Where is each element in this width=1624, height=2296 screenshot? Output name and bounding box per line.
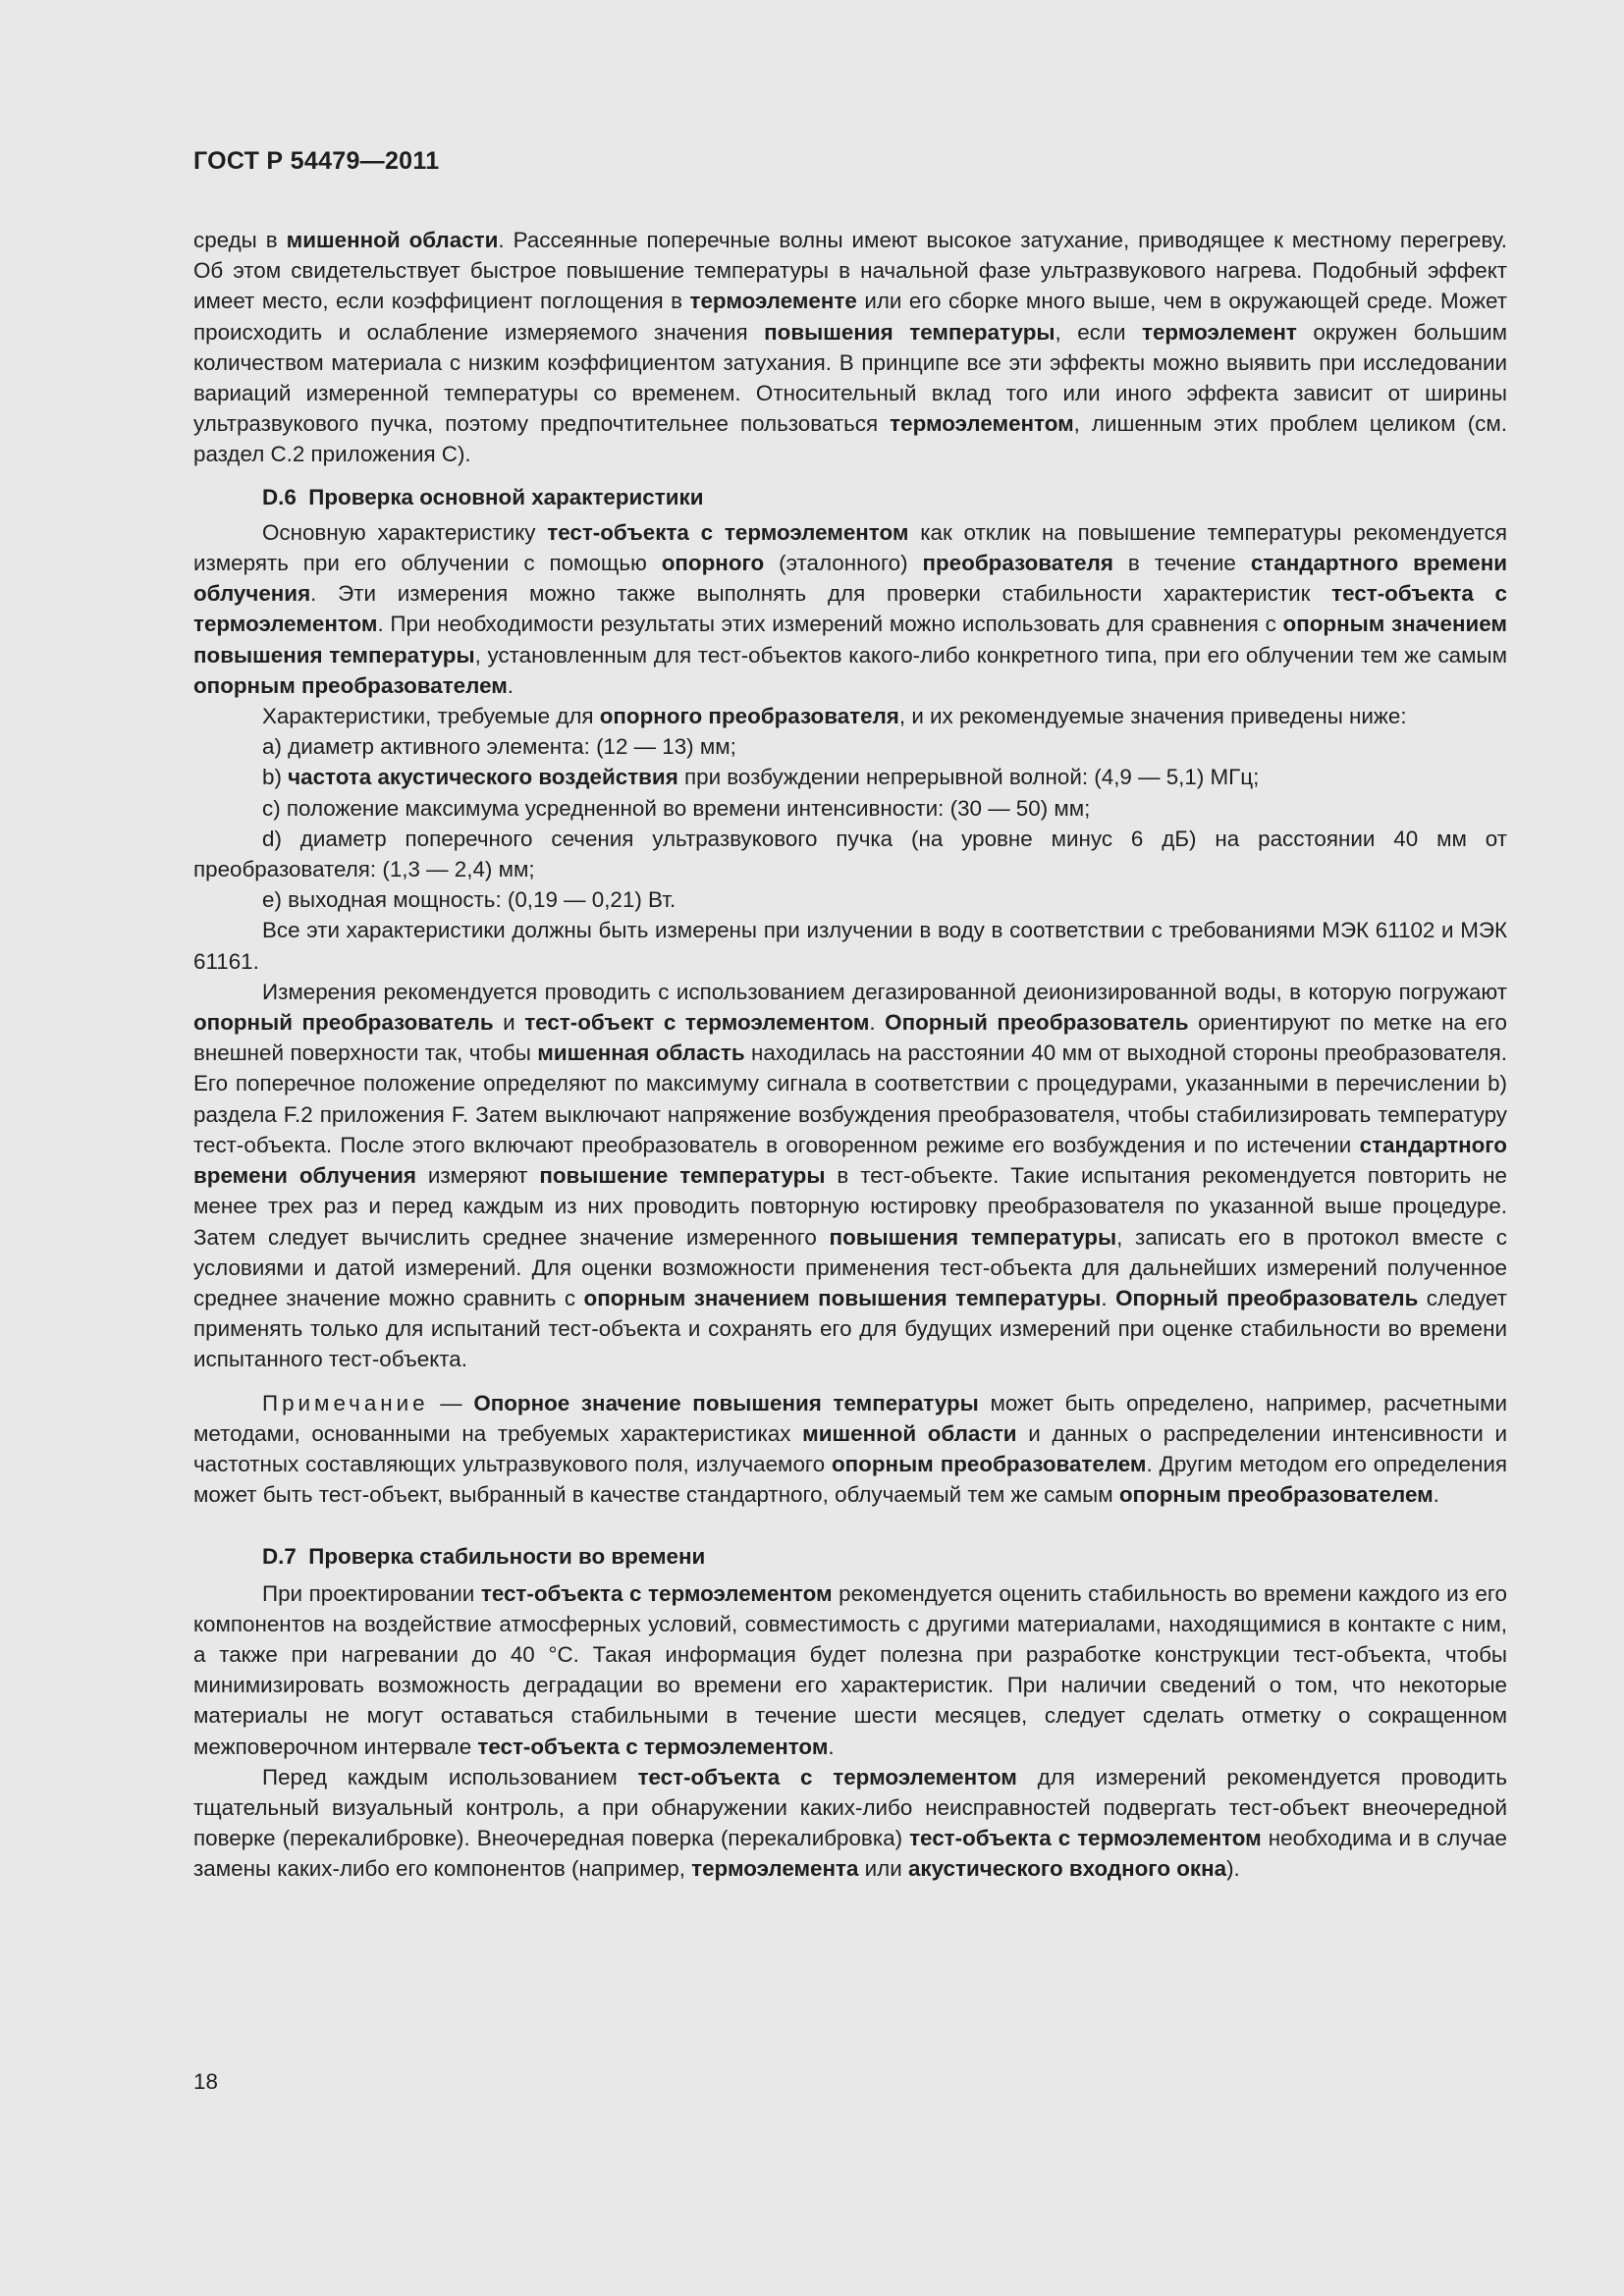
section-heading: D.6 Проверка основной характеристики [262, 484, 704, 509]
paragraph: Основную характеристику тест-объекта с термоэлементом как отклик на повышение температуры рекомендуется измерять при его облучении с помощью опорного (эталонного) преобразователя в течение стандартного времени облучения. Эти измерения можно также выполнять для проверки стабильности характеристик тест-объекта с термоэлементом. При необходимости результаты этих измерений можно использовать для сравнения с опорным значением повышения температуры, установленным для тест-объектов какого-либо конкретного типа, при его облучении тем же самым опорным преобразователем. [193, 519, 1507, 698]
document-header: ГОСТ Р 54479—2011 [193, 147, 440, 175]
page-number: 18 [193, 2069, 218, 2094]
paragraph: Все эти характеристики должны быть измерены при излучении в воду в соответствии с требованиями МЭК 61102 и МЭК 61161. [193, 918, 1507, 974]
section-heading: D.7 Проверка стабильности во времени [262, 1544, 706, 1570]
paragraph: Характеристики, требуемые для опорного преобразователя, и их рекомендуемые значения приведены ниже: [262, 704, 1407, 729]
paragraph: b) частота акустического воздействия при возбуждении непрерывной волной: (4,9 — 5,1) МГц; [262, 765, 1260, 790]
paragraph: e) выходная мощность: (0,19 — 0,21) Вт. [262, 887, 677, 913]
paragraph: Измерения рекомендуется проводить с использованием дегазированной деионизированной воды, в которую погружают опорный преобразователь и тест-объект с термоэлементом. Опорный преобразователь ориентируют по метке на его внешней поверхности так, чтобы мишенная область находилась на расстоянии 40 мм от выходной стороны преобразователя. Его поперечное положение определяют по максимуму сигнала в соответствии с процедурами, указанными в перечислении b) раздела F.2 приложения F. Затем выключают напряжение возбуждения преобразователя, чтобы стабилизировать температуру тест-объекта. После этого включают преобразователь в оговоренном режиме его возбуждения и по истечении стандартного времени облучения измеряют повышение температуры в тест-объекте. Такие испытания рекомендуется повторить не менее трех раз и перед каждым из них проводить повторную юстировку преобразователя по указанной выше процедуре. Затем следует вычислить среднее значение измеренного повышения температуры, записать его в протокол вместе с условиями и датой измерений. Для оценки возможности применения тест-объекта для дальнейших измерений полученное среднее значение можно сравнить с опорным значением повышения температуры. Опорный преобразователь следует применять только для испытаний тест-объекта и сохранять его для будущих измерений при оценке стабильности во времени испытанного тест-объекта. [193, 979, 1507, 1372]
paragraph: При проектировании тест-объекта с термоэлементом рекомендуется оценить стабильность во времени каждого из его компонентов на воздействие атмосферных условий, совместимость с другими материалами, находящимися в контакте с ним, а также при нагревании до 40 °С. Такая информация будет полезна при разработке конструкции тест-объекта, чтобы минимизировать возможность деградации во времени его характеристик. При наличии сведений о том, что некоторые материалы не могут оставаться стабильными в течение шести месяцев, следует сделать отметку о сокращенном межповерочном интервале тест-объекта с термоэлементом. [193, 1580, 1507, 1759]
paragraph: c) положение максимума усредненной во времени интенсивности: (30 — 50) мм; [262, 795, 1091, 821]
paragraph: Перед каждым использованием тест-объекта с термоэлементом для измерений рекомендуется проводить тщательный визуальный контроль, а при обнаружении каких-либо неисправностей подвергать тест-объект внеочередной поверке (перекалибровке). Внеочередная поверка (перекалибровка) тест-объекта с термоэлементом необходима и в случае замены каких-либо его компонентов (например, термоэлемента или акустического входного окна). [193, 1764, 1507, 1882]
paragraph: a) диаметр активного элемента: (12 — 13) мм; [262, 734, 736, 760]
paragraph: среды в мишенной области. Рассеянные поперечные волны имеют высокое затухание, приводящее к местному перегреву. Об этом свидетельствует быстрое повышение температуры в начальной фазе ультразвукового нагрева. Подобный эффект имеет место, если коэффициент поглощения в термоэлементе или его сборке много выше, чем в окружающей среде. Может происходить и ослабление измеряемого значения повышения температуры, если термоэлемент окружен большим количеством материала с низким коэффициентом затухания. В принципе все эти эффекты можно выявить при исследовании вариаций измеренной температуры со временем. Относительный вклад того или иного эффекта зависит от ширины ультразвукового пучка, поэтому предпочтительнее пользоваться термоэлементом, лишенным этих проблем целиком (см. раздел С.2 приложения С). [193, 228, 1508, 467]
paragraph: Примечание — Опорное значение повышения температуры может быть определено, например, расчетными методами, основанными на требуемых характеристиках мишенной области и данных о распределении интенсивности и частотных составляющих ультразвукового поля, излучаемого опорным преобразователем. Другим методом его определения может быть тест-объект, выбранный в качестве стандартного, облучаемый тем же самым опорным преобразователем. [193, 1390, 1508, 1508]
paragraph: d) диаметр поперечного сечения ультразвукового пучка (на уровне минус 6 дБ) на расстоянии 40 мм от преобразователя: (1,3 — 2,4) мм; [193, 826, 1507, 882]
document-body [193, 225, 1507, 1885]
